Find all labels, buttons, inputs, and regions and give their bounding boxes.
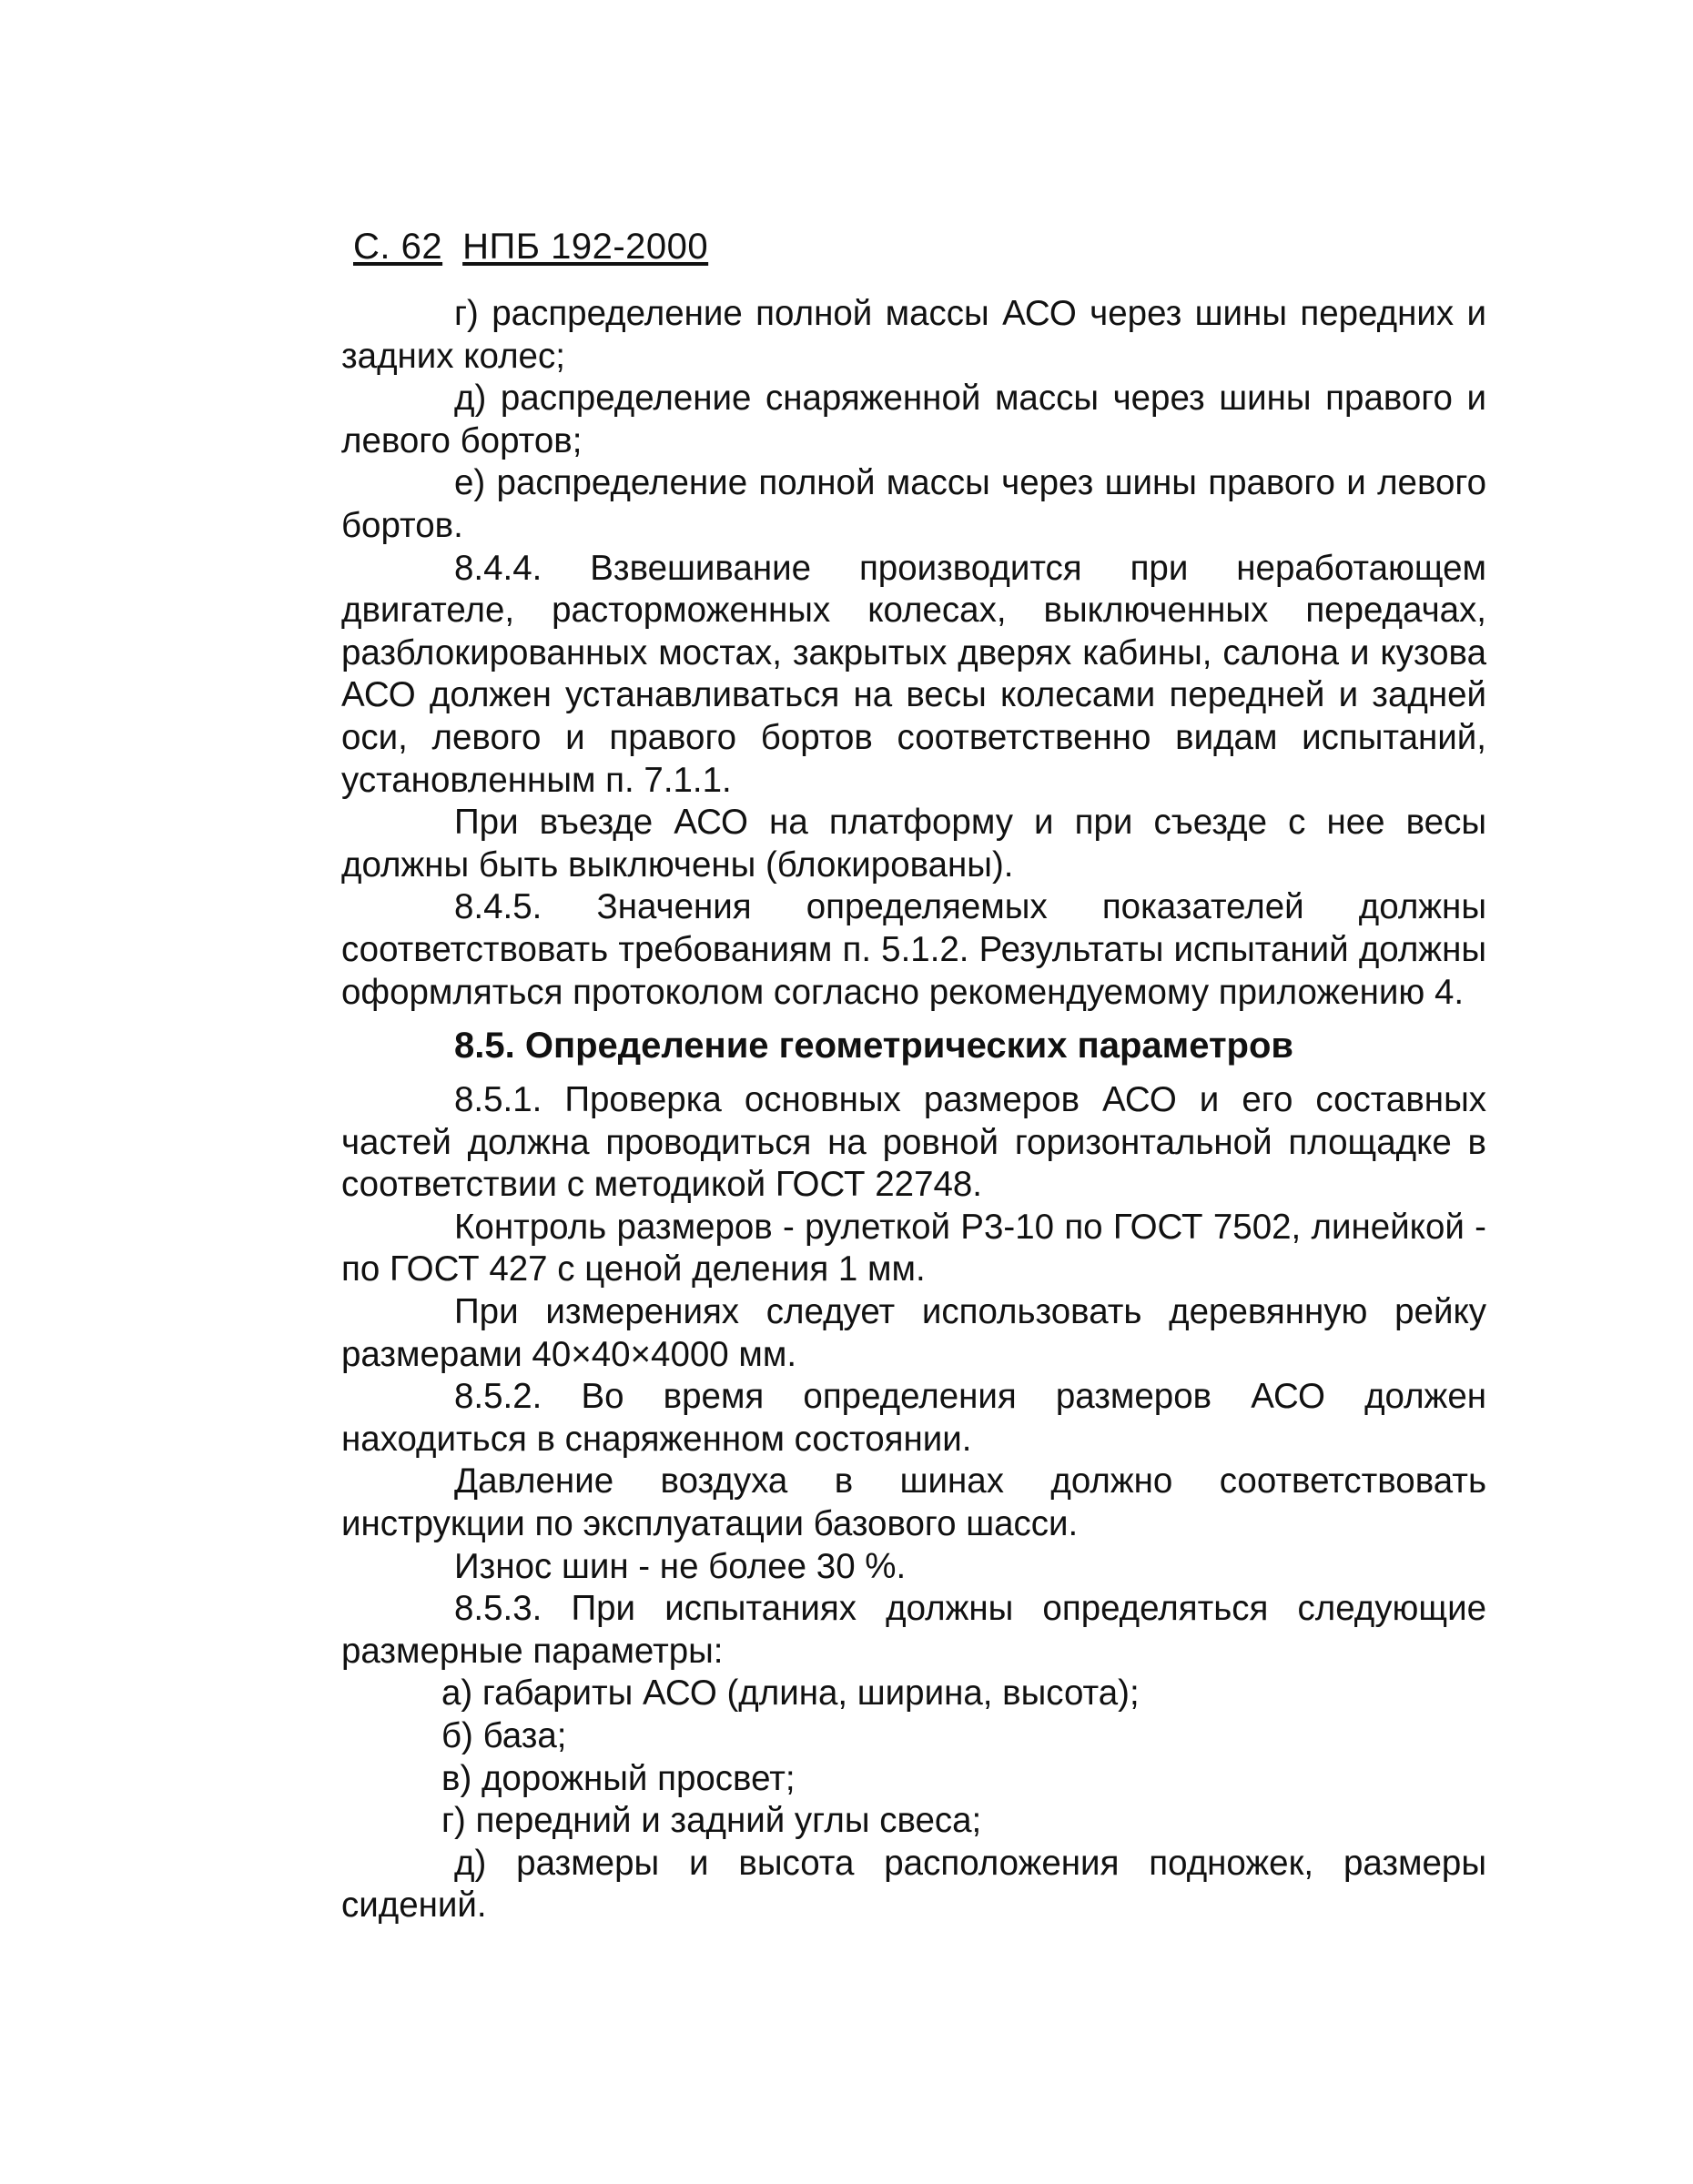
section-heading: 8.5. Определение геометрических параметров xyxy=(454,1026,1293,1067)
paragraph: г) распределение полной массы АСО через шины передних и задних колес; xyxy=(341,294,1486,376)
page-header xyxy=(353,226,708,268)
list-item: в) дорожный просвет; xyxy=(441,1758,796,1798)
paragraph: 8.4.4. Взвешивание производится при неработающем двигателе, расторможенных колесах, выключенных передачах, разблокированных мостах, закрытых дверях кабины, салона и кузова АСО должен устанавливаться на весы колесами передней и задней оси, левого и правого бортов соответственно видам испытаний, установленным п. 7.1.1. xyxy=(341,548,1486,800)
paragraph: д) размеры и высота расположения подножек, размеры сидений. xyxy=(341,1843,1486,1926)
list-item: г) передний и задний углы свеса; xyxy=(441,1801,982,1841)
paragraph: 8.5.1. Проверка основных размеров АСО и его составных частей должна проводиться на ровной горизонтальной площадке в соответствии с методикой ГОСТ 22748. xyxy=(341,1080,1486,1205)
paragraph: 8.5.3. При испытаниях должны определяться следующие размерные параметры: xyxy=(341,1589,1486,1671)
paragraph: 8.5.2. Во время определения размеров АСО должен находиться в снаряженном состоянии. xyxy=(341,1377,1486,1459)
paragraph: При въезде АСО на платформу и при съезде с нее весы должны быть выключены (блокированы). xyxy=(341,803,1486,885)
paragraph: д) распределение снаряженной массы через шины правого и левого бортов; xyxy=(341,379,1486,460)
document-code: НПБ 192-2000 xyxy=(462,227,709,267)
paragraph: Износ шин - не более 30 %. xyxy=(454,1546,907,1586)
list-item: б) база; xyxy=(441,1716,567,1755)
paragraph: Контроль размеров - рулеткой Р3-10 по ГОСТ 7502, линейкой - по ГОСТ 427 с ценой деления 1 мм. xyxy=(341,1207,1486,1289)
paragraph: При измерениях следует использовать деревянную рейку размерами 40×40×4000 мм. xyxy=(341,1292,1486,1374)
paragraph: Давление воздуха в шинах должно соответствовать инструкции по эксплуатации базового шасси. xyxy=(341,1461,1486,1544)
list-item: а) габариты АСО (длина, ширина, высота); xyxy=(441,1673,1140,1714)
page-body xyxy=(341,293,1486,1927)
page-number: С. 62 xyxy=(353,227,443,267)
paragraph: е) распределение полной массы через шины правого и левого бортов. xyxy=(341,463,1486,545)
paragraph: 8.4.5. Значения определяемых показателей должны соответствовать требованиям п. 5.1.2. Результаты испытаний должны оформляться протоколом согласно рекомендуемому приложению 4. xyxy=(341,887,1486,1012)
